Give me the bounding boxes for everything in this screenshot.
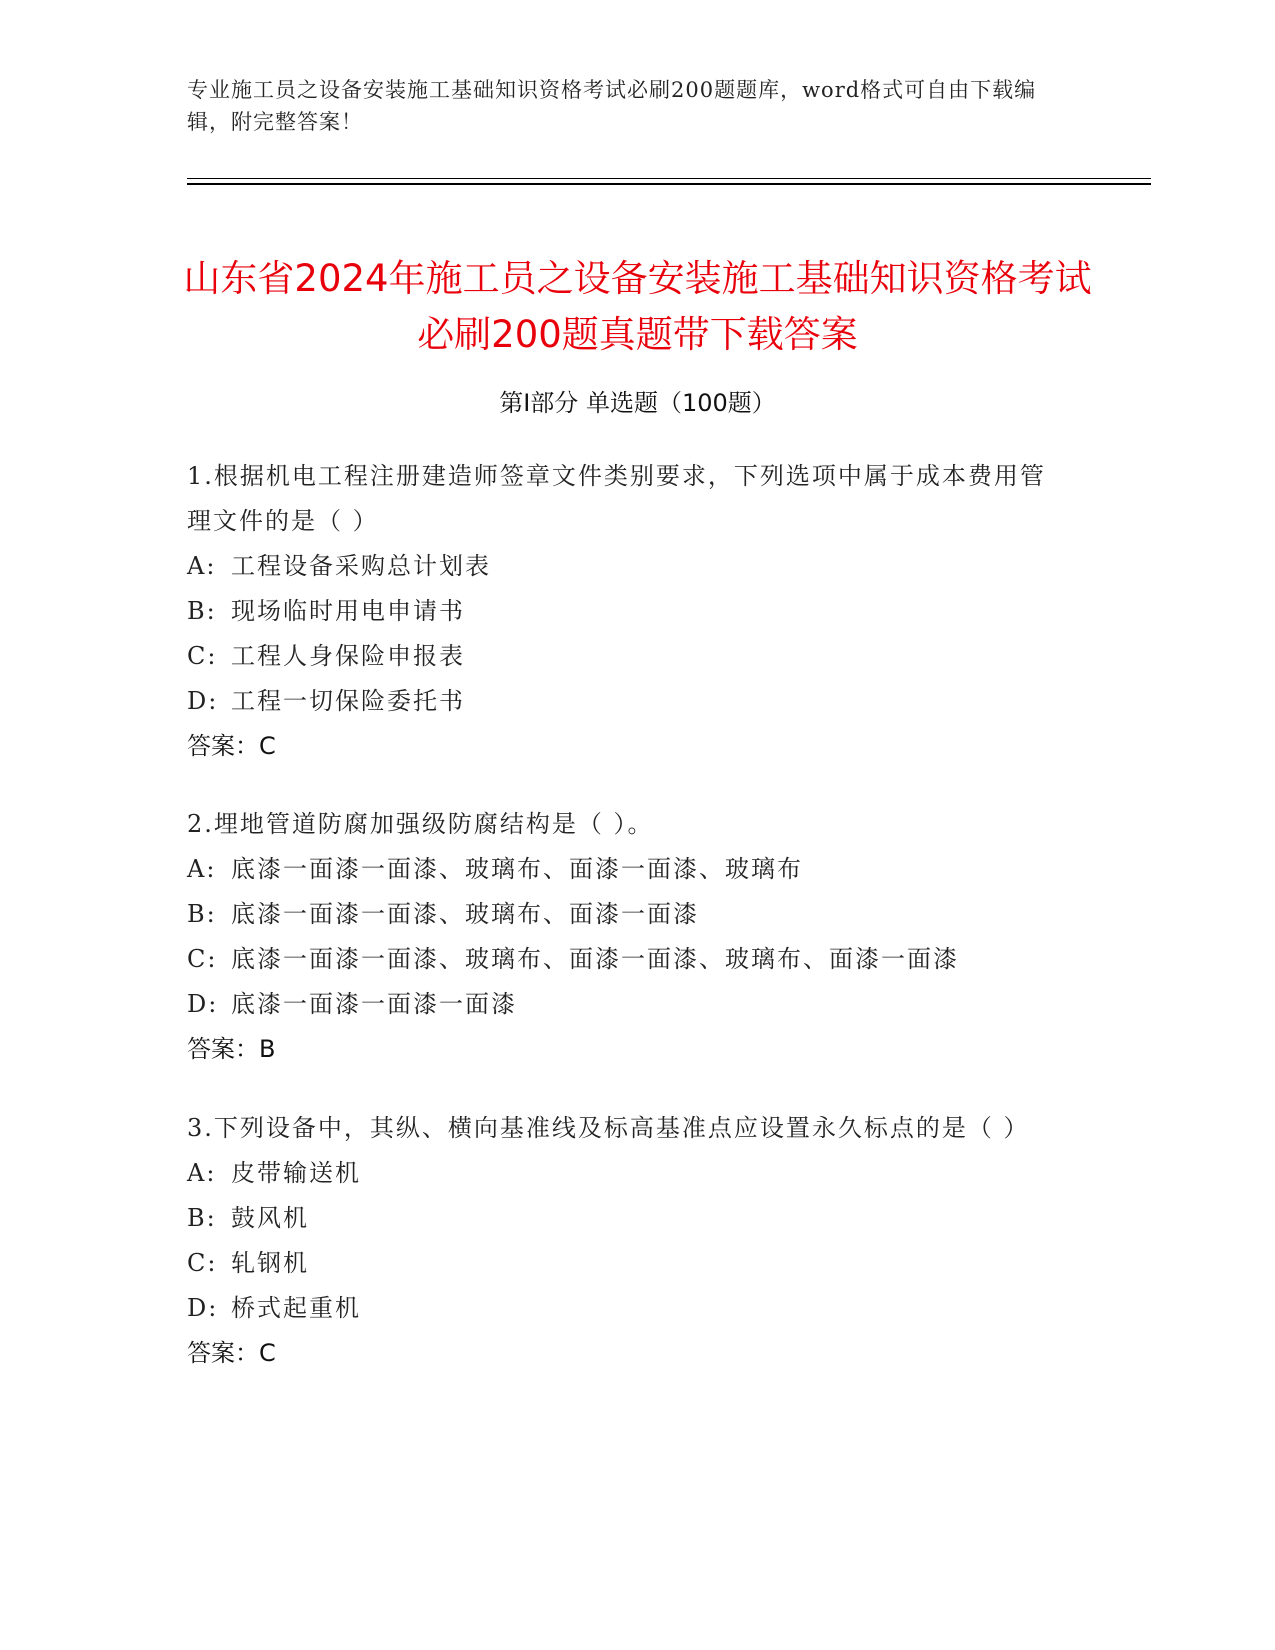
option-c [187,634,1067,679]
option-letter: C: [187,642,218,670]
option-text: 底漆一面漆一面漆、玻璃布、面漆一面漆、玻璃布 [231,855,803,883]
option-letter: B: [187,900,217,928]
option-letter: D: [187,990,219,1018]
option-text: 底漆一面漆一面漆、玻璃布、面漆一面漆 [231,900,699,928]
option-a [187,1151,1067,1196]
header-divider-thick [187,183,1151,185]
question-stem: 3.下列设备中，其纵、横向基准线及标高基准点应设置永久标点的是（ ） [187,1114,1030,1142]
option-c [187,937,1067,982]
option-text: 现场临时用电申请书 [231,597,465,625]
option-text: 工程一切保险委托书 [231,687,465,715]
option-text: 底漆一面漆一面漆一面漆 [231,990,517,1018]
option-b [187,1196,1067,1241]
option-b [187,589,1067,634]
option-text: 轧钢机 [231,1249,309,1277]
option-text: 鼓风机 [231,1204,309,1232]
document-title: 山东省2024年施工员之设备安装施工基础知识资格考试必刷200题真题带下载答案 [183,256,1092,356]
option-d [187,1286,1067,1331]
option-letter: D: [187,1294,219,1322]
option-text: 工程设备采购总计划表 [231,552,491,580]
option-text: 皮带输送机 [231,1159,361,1187]
option-letter: A: [187,1159,217,1187]
answer: 答案：C [187,732,276,760]
section-heading: 第Ⅰ部分 单选题（100题） [499,389,776,417]
question-stem: 1.根据机电工程注册建造师签章文件类别要求，下列选项中属于成本费用管理文件的是（ ） [187,462,1046,535]
option-d [187,982,1067,1027]
answer: 答案：C [187,1339,276,1367]
option-c [187,1241,1067,1286]
option-a [187,544,1067,589]
option-b [187,892,1067,937]
question-3 [187,1106,1067,1376]
option-letter: C: [187,945,218,973]
option-letter: A: [187,855,217,883]
option-d [187,679,1067,724]
option-text: 桥式起重机 [231,1294,361,1322]
option-letter: D: [187,687,219,715]
question-1 [187,454,1067,769]
option-text: 工程人身保险申报表 [231,642,465,670]
option-text: 底漆一面漆一面漆、玻璃布、面漆一面漆、玻璃布、面漆一面漆 [231,945,959,973]
option-letter: C: [187,1249,218,1277]
header-note: 专业施工员之设备安装施工基础知识资格考试必刷200题题库，word格式可自由下载编辑，附完整答案！ [187,78,1037,134]
question-2 [187,802,1067,1072]
question-stem: 2.埋地管道防腐加强级防腐结构是（ ）。 [187,810,654,838]
option-letter: A: [187,552,217,580]
option-a [187,847,1067,892]
option-letter: B: [187,1204,217,1232]
option-letter: B: [187,597,217,625]
answer: 答案：B [187,1035,276,1063]
header-divider-thin [187,178,1151,179]
